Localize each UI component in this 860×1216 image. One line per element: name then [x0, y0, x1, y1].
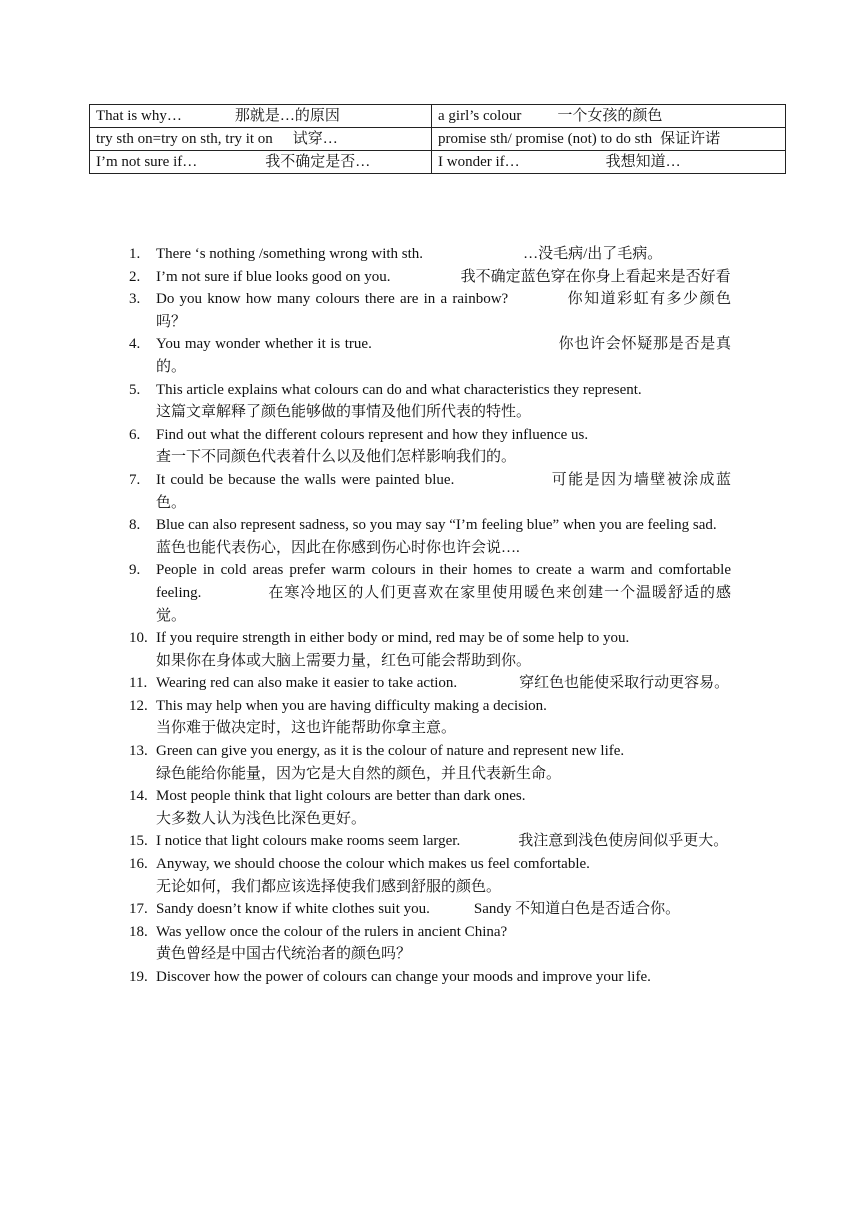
- sentence-zh: 穿红色也能使采取行动更容易。: [519, 675, 730, 692]
- item-number: 10.: [129, 630, 148, 647]
- list-item: [129, 785, 731, 830]
- list-item: [129, 853, 731, 898]
- sentence-zh: 查一下不同颜色代表着什么以及他们怎样影响我们的。: [156, 449, 517, 466]
- sentence-zh: …没毛病/出了毛病。: [523, 246, 663, 262]
- item-number: 2.: [129, 268, 141, 285]
- sentence-en: This article explains what colours can do and what characteristics they represent.: [156, 381, 642, 398]
- table-cell: [90, 105, 432, 128]
- table-cell: [432, 151, 786, 174]
- phrase-zh: 我想知道…: [605, 154, 681, 170]
- item-number: 11.: [129, 675, 148, 692]
- sentence-zh: 我不确定蓝色穿在你身上看起来是否好看: [460, 268, 731, 285]
- item-number: 15.: [129, 833, 148, 850]
- list-item: [129, 424, 731, 469]
- sentence-en: This may help when you are having difficulty making a decision.: [156, 697, 547, 714]
- sentence-en: Wearing red can also make it easier to take action.: [156, 675, 458, 692]
- sentence-zh: 当你难于做决定时，这也许能帮助你拿主意。: [156, 720, 457, 737]
- sentence-en: Most people think that light colours are better than dark ones.: [156, 788, 526, 805]
- item-number: 17.: [129, 901, 148, 918]
- sentence-en: Was yellow once the colour of the rulers in ancient China?: [156, 923, 508, 940]
- phrase-en: That is why…: [96, 108, 182, 124]
- item-number: 5.: [129, 381, 141, 398]
- list-item: [129, 379, 731, 424]
- sentence-zh: 蓝色也能代表伤心，因此在你感到伤心时你也许会说….: [156, 539, 520, 556]
- item-number: 13.: [129, 743, 148, 760]
- list-item: [129, 266, 731, 289]
- sentence-zh: 绿色能给你能量，因为它是大自然的颜色，并且代表新生命。: [156, 765, 562, 782]
- item-number: 6.: [129, 426, 141, 443]
- sentence-zh: 这篇文章解释了颜色能够做的事情及他们所代表的特性。: [156, 404, 532, 421]
- item-number: 14.: [129, 788, 148, 805]
- phrase-zh: 那就是…的原因: [234, 108, 340, 124]
- sentence-en: Discover how the power of colours can change your moods and improve your life.: [156, 969, 651, 985]
- sentence-en: Find out what the different colours represent and how they influence us.: [156, 426, 589, 443]
- phrase-en: promise sth/ promise (not) to do sth: [438, 131, 653, 147]
- item-number: 12.: [129, 697, 148, 714]
- phrase-zh: 一个女孩的颜色: [557, 108, 663, 124]
- sentence-en: People in cold areas prefer warm colours in their homes to create a warm and comfortable feeling.: [156, 562, 731, 601]
- item-number: 3.: [129, 291, 141, 308]
- sentence-en: Sandy doesn’t know if white clothes suit you.: [156, 901, 430, 918]
- sentence-zh: Sandy 不知道白色是否适合你。: [473, 901, 681, 918]
- table-cell: [90, 151, 432, 174]
- item-number: 7.: [129, 471, 141, 488]
- phrase-en: a girl’s colour: [438, 108, 522, 124]
- sentence-zh: 你知道彩虹有多少颜色吗？: [156, 291, 731, 330]
- list-item: [129, 469, 731, 514]
- phrase-zh: 试穿…: [292, 131, 338, 147]
- table-cell: [432, 105, 786, 128]
- item-number: 8.: [129, 517, 141, 534]
- sentence-zh: 无论如何，我们都应该选择使我们感到舒服的颜色。: [156, 878, 502, 895]
- item-number: 16.: [129, 856, 148, 873]
- sentence-en: Blue can also represent sadness, so you may say “I’m feeling blue” when you are feeling sad.: [156, 517, 717, 534]
- item-number: 18.: [129, 923, 148, 940]
- sentence-list: [129, 243, 731, 989]
- list-item: [129, 695, 731, 740]
- item-number: 4.: [129, 336, 141, 353]
- sentence-en: Green can give you energy, as it is the colour of nature and represent new life.: [156, 743, 625, 760]
- sentence-en: If you require strength in either body or mind, red may be of some help to you.: [156, 630, 630, 647]
- item-number: 1.: [129, 246, 141, 262]
- list-item: [129, 921, 731, 966]
- item-number: 19.: [129, 969, 148, 985]
- sentence-en: I’m not sure if blue looks good on you.: [156, 268, 391, 285]
- sentence-en: Anyway, we should choose the colour which makes us feel comfortable.: [156, 856, 590, 873]
- list-item: [129, 830, 731, 853]
- list-item: [129, 672, 731, 695]
- sentence-zh: 在寒冷地区的人们更喜欢在家里使用暖色来创建一个温暖舒适的感觉。: [156, 584, 731, 624]
- table-cell: [90, 128, 432, 151]
- list-item: [129, 514, 731, 559]
- list-item: [129, 740, 731, 785]
- phrase-en: I’m not sure if…: [96, 154, 198, 170]
- table-row: [90, 128, 786, 151]
- sentence-zh: 如果你在身体或大脑上需要力量，红色可能会帮助到你。: [156, 652, 532, 669]
- phrase-zh: 保证许诺: [660, 131, 721, 147]
- sentence-zh: 我注意到浅色使房间似乎更大。: [518, 833, 729, 850]
- sentence-zh: 大多数人认为浅色比深色更好。: [156, 810, 367, 827]
- list-item: [129, 288, 731, 333]
- list-item: [129, 898, 731, 921]
- sentence-zh: 可能是因为墙壁被涂成蓝色。: [156, 471, 731, 511]
- item-number: 9.: [129, 562, 141, 579]
- sentence-zh: 你也许会怀疑那是否是真的。: [156, 336, 731, 375]
- table-cell: [432, 128, 786, 151]
- phrase-en: try sth on=try on sth, try it on: [96, 131, 273, 147]
- list-item: [129, 966, 731, 989]
- sentence-zh: 黄色曾经是中国古代统治者的颜色吗？: [156, 946, 412, 963]
- list-item: [129, 559, 731, 627]
- list-item: [129, 627, 731, 672]
- sentence-en: There ‘s nothing /something wrong with sth.: [156, 246, 424, 262]
- list-item: [129, 243, 731, 266]
- table-row: [90, 151, 786, 174]
- sentence-en: You may wonder whether it is true.: [156, 336, 372, 353]
- phrase-table: [89, 104, 786, 174]
- list-item: [129, 333, 731, 378]
- table-row: [90, 105, 786, 128]
- sentence-en: It could be because the walls were painted blue.: [156, 471, 455, 488]
- sentence-en: Do you know how many colours there are in a rainbow?: [156, 291, 509, 308]
- phrase-zh: 我不确定是否…: [265, 154, 371, 170]
- sentence-en: I notice that light colours make rooms seem larger.: [156, 833, 461, 850]
- phrase-en: I wonder if…: [438, 154, 520, 170]
